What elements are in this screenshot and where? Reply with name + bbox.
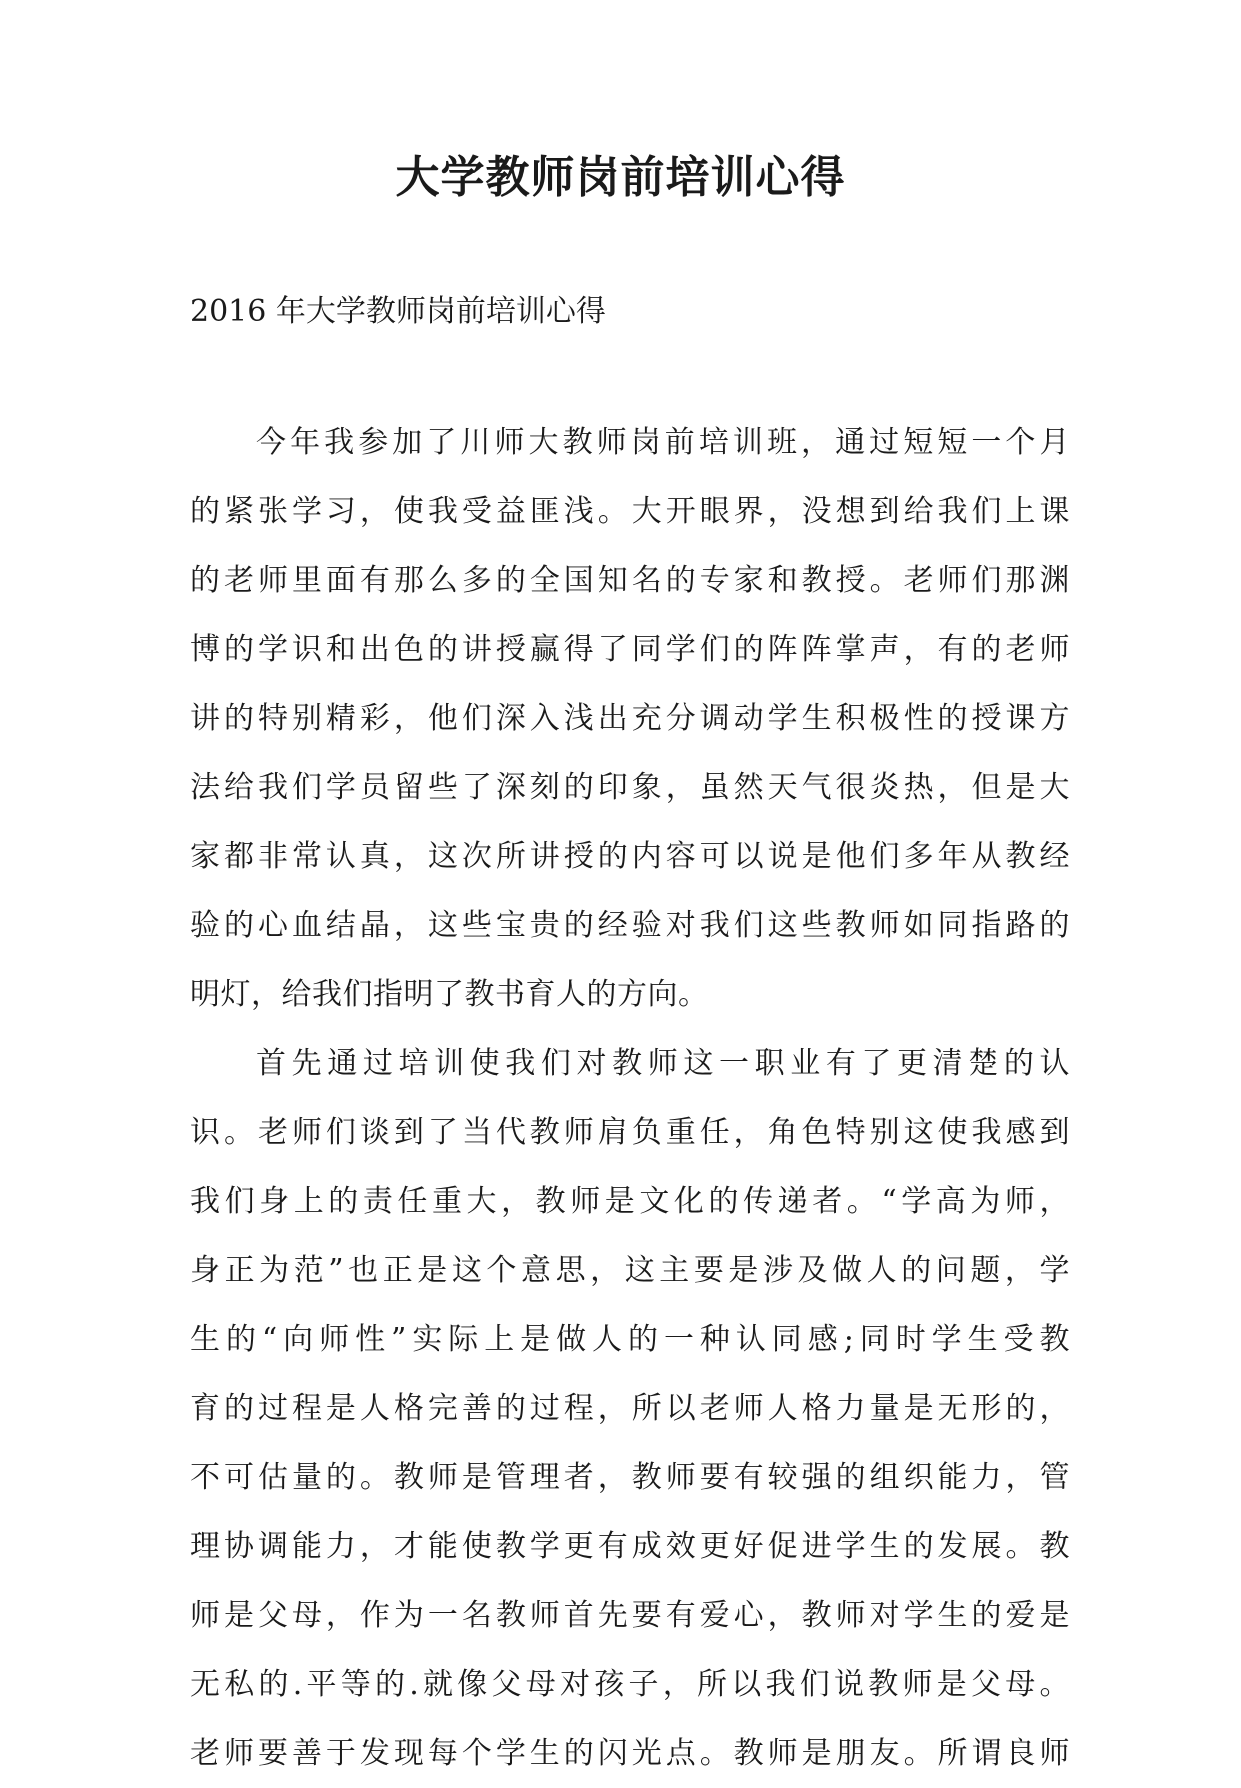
paragraph-1-line-7: 家都非常认真，这次所讲授的内容可以说是他们多年从教经 <box>190 839 1070 874</box>
document-title: 大学教师岗前培训心得 <box>395 152 846 203</box>
paragraph-2-line-8: 理协调能力，才能使教学更有成效更好促进学生的发展。教 <box>190 1529 1070 1564</box>
paragraph-2-line-9: 师是父母，作为一名教师首先要有爱心，教师对学生的爱是 <box>190 1598 1070 1633</box>
paragraph-2-line-10: 无私的.平等的.就像父母对孩子，所以我们说教师是父母。 <box>190 1667 1070 1702</box>
paragraph-1-line-2: 的紧张学习，使我受益匪浅。大开眼界，没想到给我们上课 <box>190 494 1070 529</box>
paragraph-2-line-1: 首先通过培训使我们对教师这一职业有了更清楚的认 <box>256 1046 1070 1081</box>
paragraph-1-line-4: 博的学识和出色的讲授赢得了同学们的阵阵掌声，有的老师 <box>190 632 1070 667</box>
paragraph-1-line-9: 明灯，给我们指明了教书育人的方向。 <box>190 977 709 1012</box>
paragraph-1-line-3: 的老师里面有那么多的全国知名的专家和教授。老师们那渊 <box>190 563 1070 598</box>
document-subtitle: 2016 年大学教师岗前培训心得 <box>190 294 606 329</box>
paragraph-2-line-5: 生的“向师性”实际上是做人的一种认同感;同时学生受教 <box>190 1322 1070 1357</box>
paragraph-2-line-4: 身正为范”也正是这个意思，这主要是涉及做人的问题，学 <box>190 1253 1070 1288</box>
paragraph-2-line-2: 识。老师们谈到了当代教师肩负重任，角色特别这使我感到 <box>190 1115 1070 1150</box>
document-body <box>190 408 1070 1788</box>
paragraph-1-line-1: 今年我参加了川师大教师岗前培训班，通过短短一个月 <box>256 425 1070 460</box>
paragraph-2-line-6: 育的过程是人格完善的过程，所以老师人格力量是无形的， <box>190 1391 1070 1426</box>
paragraph-2-line-3: 我们身上的责任重大，教师是文化的传递者。“学高为师， <box>190 1184 1070 1219</box>
paragraph-1-line-6: 法给我们学员留些了深刻的印象，虽然天气很炎热，但是大 <box>190 770 1070 805</box>
paragraph-1-line-5: 讲的特别精彩，他们深入浅出充分调动学生积极性的授课方 <box>190 701 1070 736</box>
paragraph-2-line-11: 老师要善于发现每个学生的闪光点。教师是朋友。所谓良师 <box>190 1736 1070 1771</box>
paragraph-1-line-8: 验的心血结晶，这些宝贵的经验对我们这些教师如同指路的 <box>190 908 1070 943</box>
paragraph-2-line-7: 不可估量的。教师是管理者，教师要有较强的组织能力，管 <box>190 1460 1070 1495</box>
